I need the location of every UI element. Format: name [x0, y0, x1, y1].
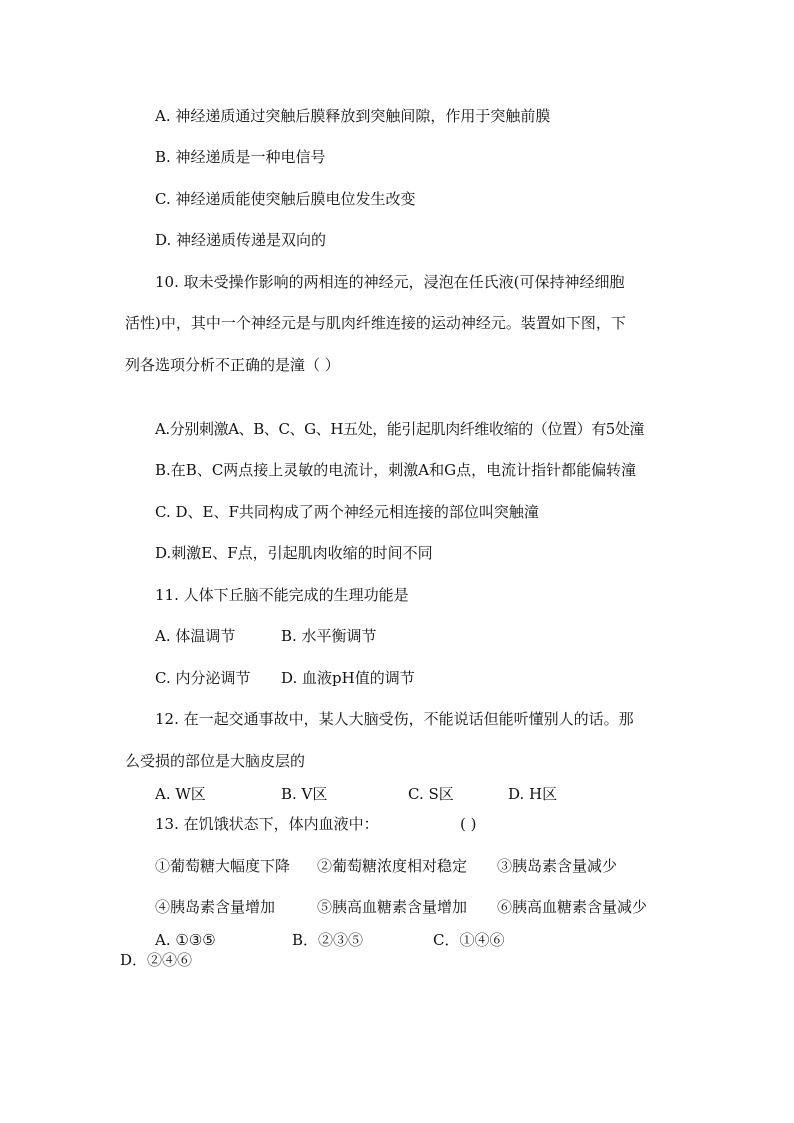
q11-option-a: A. 体温调节 [155, 627, 236, 645]
q10-option-d: D.刺激E、F点，引起肌肉收缩的时间不同 [155, 544, 433, 562]
q13-stem: 13. 在饥饿状态下，体内血液中： [155, 815, 379, 833]
q9-option-c: C. 神经递质能使突触后膜电位发生改变 [155, 190, 416, 208]
q13-item-1: ①葡萄糖大幅度下降 [155, 857, 291, 875]
q10-stem-line-1: 10. 取未受操作影响的两相连的神经元，浸泡在任氏液(可保持神经细胞 [155, 273, 625, 291]
q11-stem: 11. 人体下丘脑不能完成的生理功能是 [155, 586, 409, 604]
q13-option-b: B．②③⑤ [292, 931, 364, 949]
q12-stem-line-1: 12. 在一起交通事故中，某人大脑受伤，不能说话但能听懂别人的话。那 [155, 710, 634, 728]
q13-item-5: ⑤胰高血糖素含量增加 [317, 898, 468, 916]
q10-option-c: C. D、E、F共同构成了两个神经元相连接的部位叫突触潼 [155, 503, 539, 521]
q13-answer-paren: ( ) [460, 815, 477, 833]
q13-item-3: ③胰岛素含量减少 [497, 857, 618, 875]
q12-option-a: A. W区 [155, 785, 206, 803]
q10-option-a: A.分别刺激A、B、C、G、H五处，能引起肌肉纤维收缩的（位置）有5处潼 [155, 420, 645, 438]
q12-option-d: D. H区 [508, 785, 558, 803]
q11-option-d: D. 血液pH值的调节 [281, 669, 415, 687]
q9-option-b: B. 神经递质是一种电信号 [155, 148, 326, 166]
q12-stem-line-2: 么受损的部位是大脑皮层的 [125, 752, 306, 770]
q13-item-6: ⑥胰高血糖素含量减少 [497, 898, 648, 916]
q13-option-a: A. ①③⑤ [155, 931, 216, 949]
q13-item-4: ④胰岛素含量增加 [155, 898, 276, 916]
q13-option-d: D．②④⑥ [120, 951, 193, 969]
q10-stem-line-2: 活性)中，其中一个神经元是与肌肉纤维连接的运动神经元。装置如下图，下 [125, 314, 626, 332]
q11-option-b: B. 水平衡调节 [281, 627, 377, 645]
q9-option-a: A. 神经递质通过突触后膜释放到突触间隙，作用于突触前膜 [155, 107, 551, 125]
q10-stem-line-3: 列各选项分析不正确的是潼（ ） [125, 356, 340, 374]
q12-option-b: B. V区 [281, 785, 328, 803]
q13-option-c: C．①④⑥ [433, 931, 505, 949]
q12-option-c: C. S区 [408, 785, 454, 803]
q13-item-2: ②葡萄糖浓度相对稳定 [317, 857, 468, 875]
q9-option-d: D. 神经递质传递是双向的 [155, 231, 327, 249]
q11-option-c: C. 内分泌调节 [155, 669, 251, 687]
q10-option-b: B.在B、C两点接上灵敏的电流计，刺激A和G点，电流计指针都能偏转潼 [155, 461, 637, 479]
